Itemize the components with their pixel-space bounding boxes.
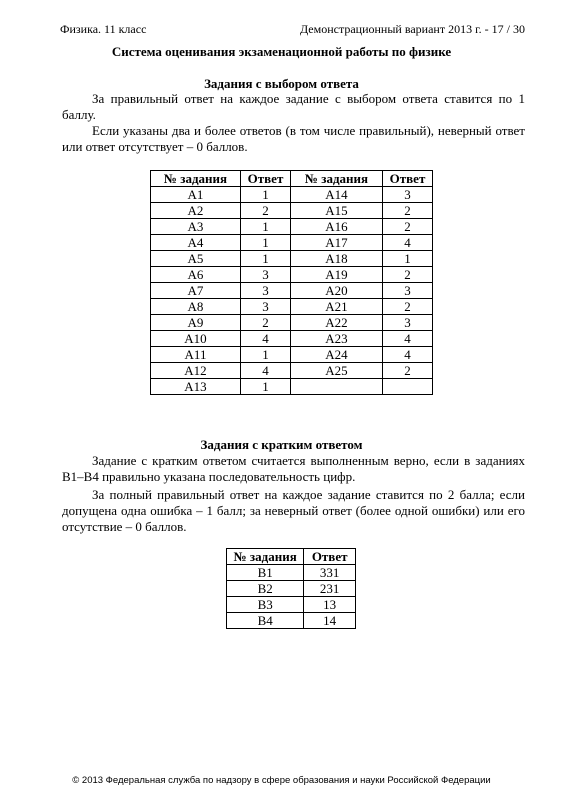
- table-cell: А23: [291, 331, 383, 347]
- section-a-para1-text: За правильный ответ на каждое задание с выбором ответа ставится по 1 баллу.: [62, 91, 525, 122]
- table-cell: 1: [241, 379, 291, 395]
- table-cell: 3: [241, 299, 291, 315]
- table-cell: В3: [227, 597, 304, 613]
- column-header: Ответ: [241, 171, 291, 187]
- table-row: [151, 363, 433, 379]
- table-cell: А15: [291, 203, 383, 219]
- table-row: [151, 203, 433, 219]
- table-row: [227, 565, 356, 581]
- table-cell: А16: [291, 219, 383, 235]
- section-a-para1: [62, 91, 525, 123]
- table-cell: 4: [241, 331, 291, 347]
- column-header: Ответ: [304, 549, 356, 565]
- table-cell: 3: [383, 283, 433, 299]
- table-cell: 1: [383, 251, 433, 267]
- page-footer: © 2013 Федеральная служба по надзору в сфере образования и науки Российской Федерации: [72, 775, 491, 786]
- table-row: [151, 315, 433, 331]
- table-row: [151, 187, 433, 203]
- column-header: № задания: [151, 171, 241, 187]
- table-cell: 2: [383, 219, 433, 235]
- table-cell: 3: [241, 283, 291, 299]
- table-cell: А24: [291, 347, 383, 363]
- table-cell: А12: [151, 363, 241, 379]
- table-cell: [291, 379, 383, 395]
- table-cell: 1: [241, 347, 291, 363]
- table-cell: А14: [291, 187, 383, 203]
- table-cell: А5: [151, 251, 241, 267]
- section-b-para2: [62, 487, 525, 535]
- table-cell: А2: [151, 203, 241, 219]
- section-a-para2: [62, 123, 525, 155]
- table-cell: А7: [151, 283, 241, 299]
- table-cell: 1: [241, 251, 291, 267]
- table-cell: А17: [291, 235, 383, 251]
- table-cell: А9: [151, 315, 241, 331]
- table-cell: В4: [227, 613, 304, 629]
- table-row: [151, 283, 433, 299]
- table-cell: 2: [241, 203, 291, 219]
- section-a-para2-text: Если указаны два и более ответов (в том числе правильный), неверный ответ или ответ отсутствует – 0 баллов.: [62, 123, 525, 154]
- table-row: [151, 299, 433, 315]
- table-cell: 4: [383, 331, 433, 347]
- table-row: [151, 267, 433, 283]
- table-row: [151, 347, 433, 363]
- table-cell: А19: [291, 267, 383, 283]
- table-cell: [383, 379, 433, 395]
- table-cell: 13: [304, 597, 356, 613]
- section-b-para1: [62, 453, 525, 485]
- table-cell: А25: [291, 363, 383, 379]
- table-row: [151, 219, 433, 235]
- answers-table-a: [150, 170, 433, 395]
- table-row: [151, 331, 433, 347]
- table-cell: А10: [151, 331, 241, 347]
- table-cell: 4: [383, 235, 433, 251]
- table-header-row: [151, 171, 433, 187]
- table-cell: 3: [383, 315, 433, 331]
- table-cell: 3: [241, 267, 291, 283]
- table-row: [151, 251, 433, 267]
- table-cell: А1: [151, 187, 241, 203]
- table-row: [151, 379, 433, 395]
- table-cell: А3: [151, 219, 241, 235]
- table-cell: 2: [383, 363, 433, 379]
- column-header: № задания: [291, 171, 383, 187]
- table-cell: 1: [241, 187, 291, 203]
- table-header-row: [227, 549, 356, 565]
- section-b-para1-text: Задание с кратким ответом считается выполненным верно, если в заданиях В1–В4 правильно указана последовательность цифр.: [62, 453, 525, 484]
- table-row: [227, 597, 356, 613]
- table-cell: А13: [151, 379, 241, 395]
- table-cell: А21: [291, 299, 383, 315]
- table-cell: А4: [151, 235, 241, 251]
- section-b-para2-text: За полный правильный ответ на каждое задание ставится по 2 балла; если допущена одна ошибка – 1 балл; за неверный ответ (более одной ошибки) или его отсутствие – 0 баллов.: [62, 487, 525, 534]
- table-cell: 3: [383, 187, 433, 203]
- page-title: Система оценивания экзаменационной работы по физике: [111, 44, 452, 59]
- table-cell: А20: [291, 283, 383, 299]
- table-row: [227, 581, 356, 597]
- header-variant: Демонстрационный вариант 2013 г. - 17 / 30: [299, 22, 525, 36]
- section-b-title: Задания с кратким ответом: [200, 437, 363, 452]
- table-cell: 1: [241, 219, 291, 235]
- table-cell: 331: [304, 565, 356, 581]
- table-row: [227, 613, 356, 629]
- header-subject: Физика. 11 класс: [60, 22, 147, 36]
- table-cell: 14: [304, 613, 356, 629]
- table-cell: А11: [151, 347, 241, 363]
- section-a-title: Задания с выбором ответа: [204, 76, 359, 91]
- table-cell: А18: [291, 251, 383, 267]
- table-cell: 4: [241, 363, 291, 379]
- table-cell: 2: [383, 299, 433, 315]
- table-cell: В1: [227, 565, 304, 581]
- table-cell: 4: [383, 347, 433, 363]
- table-cell: 2: [383, 203, 433, 219]
- table-cell: 2: [241, 315, 291, 331]
- answers-table-b: [226, 548, 356, 629]
- table-cell: А6: [151, 267, 241, 283]
- table-cell: В2: [227, 581, 304, 597]
- table-row: [151, 235, 433, 251]
- column-header: № задания: [227, 549, 304, 565]
- table-cell: 1: [241, 235, 291, 251]
- table-cell: 231: [304, 581, 356, 597]
- table-cell: А22: [291, 315, 383, 331]
- table-cell: 2: [383, 267, 433, 283]
- column-header: Ответ: [383, 171, 433, 187]
- table-cell: А8: [151, 299, 241, 315]
